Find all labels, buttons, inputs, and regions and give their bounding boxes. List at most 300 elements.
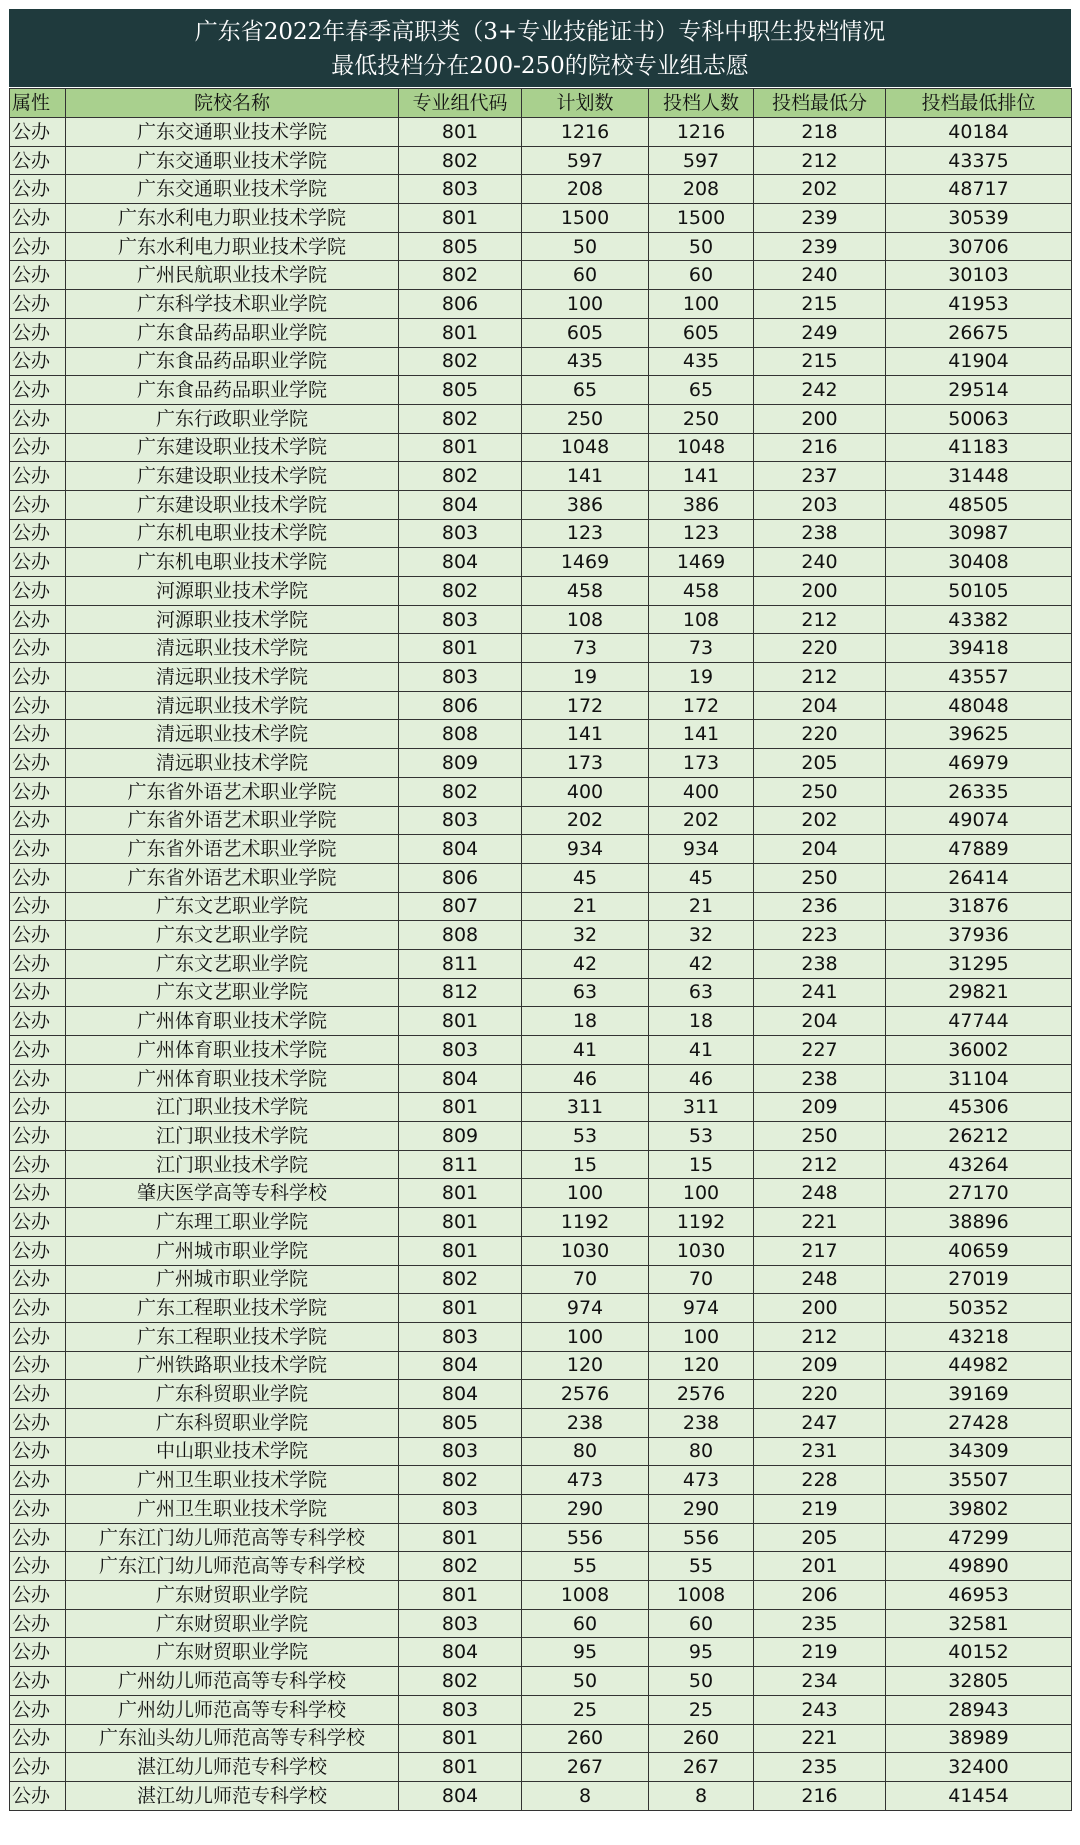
admission-table <box>9 88 1072 1811</box>
table-row <box>10 1781 1072 1810</box>
cell-type: 公办 <box>10 404 66 433</box>
cell-group-code: 802 <box>399 1552 522 1581</box>
cell-group-code: 802 <box>399 347 522 376</box>
cell-admitted-count: 123 <box>649 519 754 548</box>
cell-min-rank: 43375 <box>886 146 1072 175</box>
cell-admitted-count: 260 <box>649 1724 754 1753</box>
title-line-1: 广东省2022年春季高职类（3+专业技能证书）专科中职生投档情况 <box>194 19 886 45</box>
table-row <box>10 1351 1072 1380</box>
cell-plan-count: 605 <box>522 318 649 347</box>
cell-group-code: 801 <box>399 1753 522 1782</box>
cell-min-score: 205 <box>754 1523 886 1552</box>
cell-type: 公办 <box>10 433 66 462</box>
cell-type: 公办 <box>10 1523 66 1552</box>
table-row <box>10 290 1072 319</box>
cell-plan-count: 50 <box>522 1667 649 1696</box>
cell-min-score: 238 <box>754 519 886 548</box>
cell-admitted-count: 311 <box>649 1093 754 1122</box>
cell-admitted-count: 1192 <box>649 1208 754 1237</box>
cell-group-code: 804 <box>399 548 522 577</box>
cell-type: 公办 <box>10 1638 66 1667</box>
cell-min-rank: 43218 <box>886 1322 1072 1351</box>
cell-min-rank: 30987 <box>886 519 1072 548</box>
cell-school-name: 广东水利电力职业技术学院 <box>66 232 399 261</box>
cell-admitted-count: 458 <box>649 577 754 606</box>
cell-school-name: 广东交通职业技术学院 <box>66 118 399 147</box>
table-row <box>10 1236 1072 1265</box>
cell-school-name: 广东财贸职业学院 <box>66 1581 399 1610</box>
cell-admitted-count: 15 <box>649 1150 754 1179</box>
table-row <box>10 1495 1072 1524</box>
table-row <box>10 490 1072 519</box>
table-row <box>10 1437 1072 1466</box>
cell-plan-count: 1469 <box>522 548 649 577</box>
cell-school-name: 广州卫生职业技术学院 <box>66 1466 399 1495</box>
cell-group-code: 804 <box>399 1638 522 1667</box>
table-row <box>10 1609 1072 1638</box>
table-row <box>10 318 1072 347</box>
cell-min-score: 200 <box>754 1294 886 1323</box>
cell-min-rank: 49074 <box>886 806 1072 835</box>
cell-school-name: 广州民航职业技术学院 <box>66 261 399 290</box>
title-line-2: 最低投档分在200-250的院校专业组志愿 <box>331 53 749 79</box>
cell-school-name: 广州卫生职业技术学院 <box>66 1495 399 1524</box>
cell-min-score: 202 <box>754 806 886 835</box>
cell-type: 公办 <box>10 949 66 978</box>
cell-plan-count: 15 <box>522 1150 649 1179</box>
cell-min-score: 219 <box>754 1638 886 1667</box>
cell-min-rank: 32581 <box>886 1609 1072 1638</box>
cell-admitted-count: 400 <box>649 777 754 806</box>
cell-type: 公办 <box>10 634 66 663</box>
cell-group-code: 808 <box>399 720 522 749</box>
cell-admitted-count: 45 <box>649 863 754 892</box>
cell-plan-count: 141 <box>522 462 649 491</box>
table-row <box>10 1265 1072 1294</box>
cell-min-score: 212 <box>754 663 886 692</box>
cell-group-code: 803 <box>399 806 522 835</box>
cell-group-code: 806 <box>399 691 522 720</box>
cell-group-code: 805 <box>399 232 522 261</box>
cell-plan-count: 260 <box>522 1724 649 1753</box>
cell-min-score: 220 <box>754 720 886 749</box>
table-row <box>10 1667 1072 1696</box>
cell-school-name: 广东食品药品职业学院 <box>66 347 399 376</box>
cell-group-code: 809 <box>399 749 522 778</box>
cell-plan-count: 21 <box>522 892 649 921</box>
cell-min-rank: 30408 <box>886 548 1072 577</box>
cell-type: 公办 <box>10 1122 66 1151</box>
cell-plan-count: 458 <box>522 577 649 606</box>
cell-school-name: 广东省外语艺术职业学院 <box>66 835 399 864</box>
cell-min-rank: 47889 <box>886 835 1072 864</box>
cell-admitted-count: 73 <box>649 634 754 663</box>
cell-admitted-count: 141 <box>649 462 754 491</box>
cell-plan-count: 173 <box>522 749 649 778</box>
cell-group-code: 801 <box>399 1236 522 1265</box>
cell-type: 公办 <box>10 1351 66 1380</box>
cell-school-name: 广东机电职业技术学院 <box>66 519 399 548</box>
cell-type: 公办 <box>10 1781 66 1810</box>
table-row <box>10 1695 1072 1724</box>
cell-type: 公办 <box>10 1294 66 1323</box>
table-row <box>10 175 1072 204</box>
cell-min-rank: 41454 <box>886 1781 1072 1810</box>
cell-group-code: 802 <box>399 146 522 175</box>
cell-type: 公办 <box>10 921 66 950</box>
cell-plan-count: 45 <box>522 863 649 892</box>
table-row <box>10 949 1072 978</box>
table-row <box>10 1093 1072 1122</box>
cell-min-score: 204 <box>754 1007 886 1036</box>
cell-min-rank: 34309 <box>886 1437 1072 1466</box>
table-row <box>10 1380 1072 1409</box>
cell-type: 公办 <box>10 1322 66 1351</box>
cell-group-code: 812 <box>399 978 522 1007</box>
cell-min-score: 202 <box>754 175 886 204</box>
cell-plan-count: 60 <box>522 261 649 290</box>
cell-admitted-count: 32 <box>649 921 754 950</box>
cell-group-code: 802 <box>399 777 522 806</box>
cell-plan-count: 250 <box>522 404 649 433</box>
cell-min-score: 250 <box>754 863 886 892</box>
table-row <box>10 1552 1072 1581</box>
cell-type: 公办 <box>10 1724 66 1753</box>
cell-min-score: 204 <box>754 691 886 720</box>
table-row <box>10 404 1072 433</box>
cell-plan-count: 65 <box>522 376 649 405</box>
cell-group-code: 801 <box>399 1294 522 1323</box>
cell-type: 公办 <box>10 490 66 519</box>
cell-plan-count: 8 <box>522 1781 649 1810</box>
cell-school-name: 清远职业技术学院 <box>66 634 399 663</box>
table-row <box>10 577 1072 606</box>
table-row <box>10 1007 1072 1036</box>
cell-type: 公办 <box>10 1408 66 1437</box>
cell-min-score: 204 <box>754 835 886 864</box>
table-row <box>10 1466 1072 1495</box>
cell-group-code: 802 <box>399 261 522 290</box>
cell-group-code: 809 <box>399 1122 522 1151</box>
cell-min-rank: 26335 <box>886 777 1072 806</box>
cell-admitted-count: 95 <box>649 1638 754 1667</box>
cell-type: 公办 <box>10 892 66 921</box>
cell-min-score: 200 <box>754 577 886 606</box>
cell-admitted-count: 250 <box>649 404 754 433</box>
cell-school-name: 广东省外语艺术职业学院 <box>66 863 399 892</box>
cell-min-rank: 30103 <box>886 261 1072 290</box>
cell-admitted-count: 435 <box>649 347 754 376</box>
cell-plan-count: 19 <box>522 663 649 692</box>
cell-school-name: 广东交通职业技术学院 <box>66 175 399 204</box>
table-row <box>10 777 1072 806</box>
cell-plan-count: 974 <box>522 1294 649 1323</box>
table-row <box>10 118 1072 147</box>
cell-type: 公办 <box>10 835 66 864</box>
cell-school-name: 江门职业技术学院 <box>66 1150 399 1179</box>
table-row <box>10 376 1072 405</box>
table-row <box>10 146 1072 175</box>
table-row <box>10 605 1072 634</box>
cell-school-name: 清远职业技术学院 <box>66 720 399 749</box>
table-row <box>10 1294 1072 1323</box>
cell-school-name: 清远职业技术学院 <box>66 691 399 720</box>
cell-plan-count: 934 <box>522 835 649 864</box>
cell-group-code: 801 <box>399 1724 522 1753</box>
cell-group-code: 804 <box>399 1781 522 1810</box>
cell-school-name: 广东财贸职业学院 <box>66 1609 399 1638</box>
cell-type: 公办 <box>10 232 66 261</box>
cell-admitted-count: 202 <box>649 806 754 835</box>
cell-min-score: 209 <box>754 1351 886 1380</box>
cell-type: 公办 <box>10 1093 66 1122</box>
cell-min-rank: 26414 <box>886 863 1072 892</box>
cell-min-rank: 41904 <box>886 347 1072 376</box>
table-row <box>10 806 1072 835</box>
cell-group-code: 802 <box>399 462 522 491</box>
cell-admitted-count: 46 <box>649 1064 754 1093</box>
cell-school-name: 广东文艺职业学院 <box>66 921 399 950</box>
cell-min-rank: 27019 <box>886 1265 1072 1294</box>
cell-type: 公办 <box>10 978 66 1007</box>
cell-min-score: 237 <box>754 462 886 491</box>
cell-min-rank: 43557 <box>886 663 1072 692</box>
cell-admitted-count: 55 <box>649 1552 754 1581</box>
cell-plan-count: 120 <box>522 1351 649 1380</box>
cell-group-code: 804 <box>399 835 522 864</box>
cell-min-rank: 30706 <box>886 232 1072 261</box>
cell-group-code: 803 <box>399 605 522 634</box>
cell-min-rank: 40659 <box>886 1236 1072 1265</box>
cell-school-name: 广东工程职业技术学院 <box>66 1294 399 1323</box>
cell-school-name: 广东建设职业技术学院 <box>66 462 399 491</box>
table-row <box>10 433 1072 462</box>
cell-admitted-count: 173 <box>649 749 754 778</box>
cell-type: 公办 <box>10 720 66 749</box>
cell-min-score: 200 <box>754 404 886 433</box>
cell-type: 公办 <box>10 318 66 347</box>
cell-plan-count: 2576 <box>522 1380 649 1409</box>
cell-plan-count: 435 <box>522 347 649 376</box>
cell-admitted-count: 60 <box>649 261 754 290</box>
cell-min-rank: 38989 <box>886 1724 1072 1753</box>
cell-group-code: 801 <box>399 433 522 462</box>
cell-group-code: 801 <box>399 1581 522 1610</box>
cell-admitted-count: 50 <box>649 1667 754 1696</box>
cell-school-name: 广州城市职业学院 <box>66 1265 399 1294</box>
cell-group-code: 802 <box>399 577 522 606</box>
cell-min-score: 238 <box>754 1064 886 1093</box>
cell-school-name: 广东财贸职业学院 <box>66 1638 399 1667</box>
cell-school-name: 广东理工职业学院 <box>66 1208 399 1237</box>
cell-group-code: 801 <box>399 1093 522 1122</box>
cell-type: 公办 <box>10 1753 66 1782</box>
cell-type: 公办 <box>10 1695 66 1724</box>
cell-admitted-count: 974 <box>649 1294 754 1323</box>
cell-min-rank: 38896 <box>886 1208 1072 1237</box>
cell-type: 公办 <box>10 1265 66 1294</box>
cell-plan-count: 42 <box>522 949 649 978</box>
table-row <box>10 720 1072 749</box>
cell-admitted-count: 141 <box>649 720 754 749</box>
cell-admitted-count: 108 <box>649 605 754 634</box>
cell-min-rank: 39802 <box>886 1495 1072 1524</box>
cell-min-score: 242 <box>754 376 886 405</box>
table-row <box>10 863 1072 892</box>
cell-admitted-count: 18 <box>649 1007 754 1036</box>
cell-type: 公办 <box>10 519 66 548</box>
cell-school-name: 广东水利电力职业技术学院 <box>66 204 399 233</box>
cell-plan-count: 290 <box>522 1495 649 1524</box>
cell-type: 公办 <box>10 663 66 692</box>
table-row <box>10 634 1072 663</box>
cell-admitted-count: 100 <box>649 1179 754 1208</box>
cell-min-rank: 50063 <box>886 404 1072 433</box>
cell-min-rank: 31295 <box>886 949 1072 978</box>
cell-min-rank: 41953 <box>886 290 1072 319</box>
cell-min-rank: 47744 <box>886 1007 1072 1036</box>
cell-min-score: 236 <box>754 892 886 921</box>
cell-school-name: 广东文艺职业学院 <box>66 892 399 921</box>
cell-school-name: 湛江幼儿师范专科学校 <box>66 1753 399 1782</box>
cell-plan-count: 473 <box>522 1466 649 1495</box>
table-row <box>10 1208 1072 1237</box>
cell-plan-count: 1008 <box>522 1581 649 1610</box>
cell-admitted-count: 473 <box>649 1466 754 1495</box>
cell-group-code: 803 <box>399 1036 522 1065</box>
cell-type: 公办 <box>10 691 66 720</box>
table-row <box>10 978 1072 1007</box>
cell-school-name: 广东江门幼儿师范高等专科学校 <box>66 1523 399 1552</box>
table-row <box>10 892 1072 921</box>
cell-plan-count: 400 <box>522 777 649 806</box>
table-row <box>10 462 1072 491</box>
table-row <box>10 1638 1072 1667</box>
cell-plan-count: 50 <box>522 232 649 261</box>
cell-min-score: 212 <box>754 1322 886 1351</box>
cell-min-score: 250 <box>754 1122 886 1151</box>
cell-admitted-count: 63 <box>649 978 754 1007</box>
cell-admitted-count: 597 <box>649 146 754 175</box>
cell-min-score: 231 <box>754 1437 886 1466</box>
cell-min-score: 220 <box>754 634 886 663</box>
cell-group-code: 803 <box>399 175 522 204</box>
cell-admitted-count: 172 <box>649 691 754 720</box>
cell-type: 公办 <box>10 1380 66 1409</box>
cell-min-score: 216 <box>754 433 886 462</box>
cell-school-name: 广东食品药品职业学院 <box>66 318 399 347</box>
cell-group-code: 801 <box>399 1523 522 1552</box>
cell-plan-count: 1192 <box>522 1208 649 1237</box>
cell-admitted-count: 1500 <box>649 204 754 233</box>
cell-admitted-count: 1008 <box>649 1581 754 1610</box>
cell-min-score: 220 <box>754 1380 886 1409</box>
cell-min-score: 218 <box>754 118 886 147</box>
cell-group-code: 803 <box>399 1495 522 1524</box>
cell-admitted-count: 42 <box>649 949 754 978</box>
cell-plan-count: 1500 <box>522 204 649 233</box>
cell-min-rank: 37936 <box>886 921 1072 950</box>
cell-admitted-count: 2576 <box>649 1380 754 1409</box>
table-row <box>10 1724 1072 1753</box>
cell-group-code: 807 <box>399 892 522 921</box>
cell-plan-count: 53 <box>522 1122 649 1151</box>
cell-min-score: 215 <box>754 347 886 376</box>
cell-plan-count: 108 <box>522 605 649 634</box>
cell-admitted-count: 1469 <box>649 548 754 577</box>
cell-admitted-count: 21 <box>649 892 754 921</box>
table-row <box>10 691 1072 720</box>
cell-plan-count: 55 <box>522 1552 649 1581</box>
cell-type: 公办 <box>10 462 66 491</box>
cell-min-rank: 32400 <box>886 1753 1072 1782</box>
cell-min-score: 234 <box>754 1667 886 1696</box>
cell-school-name: 广东建设职业技术学院 <box>66 433 399 462</box>
cell-school-name: 广州体育职业技术学院 <box>66 1036 399 1065</box>
cell-group-code: 808 <box>399 921 522 950</box>
table-title <box>9 9 1071 87</box>
cell-school-name: 广州幼儿师范高等专科学校 <box>66 1667 399 1696</box>
cell-plan-count: 597 <box>522 146 649 175</box>
cell-min-score: 239 <box>754 204 886 233</box>
table-row <box>10 261 1072 290</box>
cell-type: 公办 <box>10 863 66 892</box>
cell-min-score: 209 <box>754 1093 886 1122</box>
cell-school-name: 广东交通职业技术学院 <box>66 146 399 175</box>
cell-min-score: 235 <box>754 1753 886 1782</box>
cell-type: 公办 <box>10 290 66 319</box>
cell-school-name: 广州城市职业学院 <box>66 1236 399 1265</box>
cell-min-score: 241 <box>754 978 886 1007</box>
table-row <box>10 1150 1072 1179</box>
column-header-min-score: 投档最低分 <box>754 89 886 118</box>
cell-plan-count: 311 <box>522 1093 649 1122</box>
cell-type: 公办 <box>10 347 66 376</box>
table-row <box>10 1523 1072 1552</box>
cell-min-score: 205 <box>754 749 886 778</box>
cell-group-code: 801 <box>399 634 522 663</box>
cell-min-rank: 43264 <box>886 1150 1072 1179</box>
cell-school-name: 肇庆医学高等专科学校 <box>66 1179 399 1208</box>
cell-admitted-count: 100 <box>649 290 754 319</box>
cell-school-name: 江门职业技术学院 <box>66 1093 399 1122</box>
cell-school-name: 广东建设职业技术学院 <box>66 490 399 519</box>
cell-type: 公办 <box>10 146 66 175</box>
cell-type: 公办 <box>10 1150 66 1179</box>
cell-group-code: 802 <box>399 1667 522 1696</box>
cell-min-rank: 48048 <box>886 691 1072 720</box>
cell-school-name: 清远职业技术学院 <box>66 749 399 778</box>
cell-school-name: 中山职业技术学院 <box>66 1437 399 1466</box>
cell-min-score: 212 <box>754 1150 886 1179</box>
cell-min-score: 249 <box>754 318 886 347</box>
table-row <box>10 347 1072 376</box>
cell-min-score: 212 <box>754 605 886 634</box>
cell-group-code: 811 <box>399 949 522 978</box>
cell-min-score: 215 <box>754 290 886 319</box>
cell-admitted-count: 65 <box>649 376 754 405</box>
cell-type: 公办 <box>10 1466 66 1495</box>
cell-min-score: 201 <box>754 1552 886 1581</box>
cell-plan-count: 18 <box>522 1007 649 1036</box>
cell-school-name: 广州铁路职业技术学院 <box>66 1351 399 1380</box>
cell-type: 公办 <box>10 1236 66 1265</box>
cell-plan-count: 208 <box>522 175 649 204</box>
cell-plan-count: 46 <box>522 1064 649 1093</box>
cell-min-rank: 39625 <box>886 720 1072 749</box>
cell-min-rank: 46979 <box>886 749 1072 778</box>
cell-min-score: 221 <box>754 1208 886 1237</box>
